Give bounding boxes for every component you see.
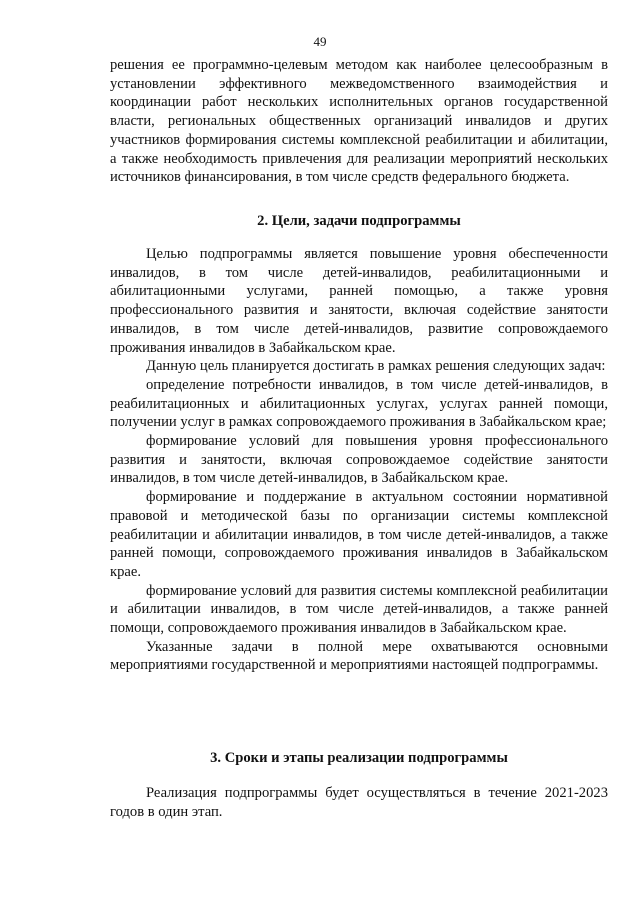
section-2-heading: 2. Цели, задачи подпрограммы	[257, 213, 461, 229]
goal-paragraph: Целью подпрограммы является повышение уровня обеспеченности инвалидов, в том числе детей-инвалидов, реабилитационными и абилитационными услугами, ранней помощью, а также уровня профессионального развития и занятости, включая содействие занятости инвалидов, в том числе детей-инвалидов, развитие сопровождаемого проживания инвалидов в Забайкальском крае.	[110, 246, 608, 356]
page-number: 49	[313, 34, 327, 49]
coverage-paragraph: Указанные задачи в полной мере охватываются основными мероприятиями государственной и мероприятиями настоящей подпрограммы.	[110, 638, 608, 674]
task-item: формирование условий для повышения уровня профессионального развития и занятости, включая сопровождаемое содействие занятости инвалидов, в том числе детей-инвалидов, в Забайкальском крае.	[110, 433, 608, 487]
intro-paragraph: решения ее программно-целевым методом как наиболее целесообразным в установлении эффективного межведомственного взаимодействия и координации работ нескольких исполнительных органов государственной власти, региональных общественных организаций инвалидов и других участников формирования системы комплексной реабилитации и абилитации, а также необходимость привлечения для реализации мероприятий нескольких источников финансирования, в том числе средств федерального бюджета.	[110, 57, 608, 186]
intro-paragraph-block	[110, 56, 608, 187]
task-item: формирование и поддержание в актуальном состоянии нормативной правовой и методической базы по организации системы комплексной реабилитации и абилитации инвалидов, в том числе детей-инвалидов, а также ранней помощи, сопровождаемого проживания инвалидов в Забайкальском крае.	[110, 489, 608, 580]
section-3-body	[110, 784, 608, 821]
section-3-heading: 3. Сроки и этапы реализации подпрограммы	[210, 750, 508, 766]
schedule-paragraph: Реализация подпрограммы будет осуществляться в течение 2021-2023 годов в один этап.	[110, 785, 608, 820]
section-2-body	[110, 245, 608, 675]
task-item: определение потребности инвалидов, в том числе детей-инвалидов, в реабилитационных и абилитационных услугах, услугах ранней помощи, получении услуг в рамках сопровождаемого проживания в Забайкальском крае;	[110, 376, 608, 431]
task-item: формирование условий для развития системы комплексной реабилитации и абилитации инвалидов, в том числе детей-инвалидов, а также ранней помощи, сопровождаемого проживания инвалидов в Забайкальском крае.	[110, 582, 608, 637]
tasks-intro-paragraph: Данную цель планируется достигать в рамках решения следующих задач:	[146, 358, 606, 375]
